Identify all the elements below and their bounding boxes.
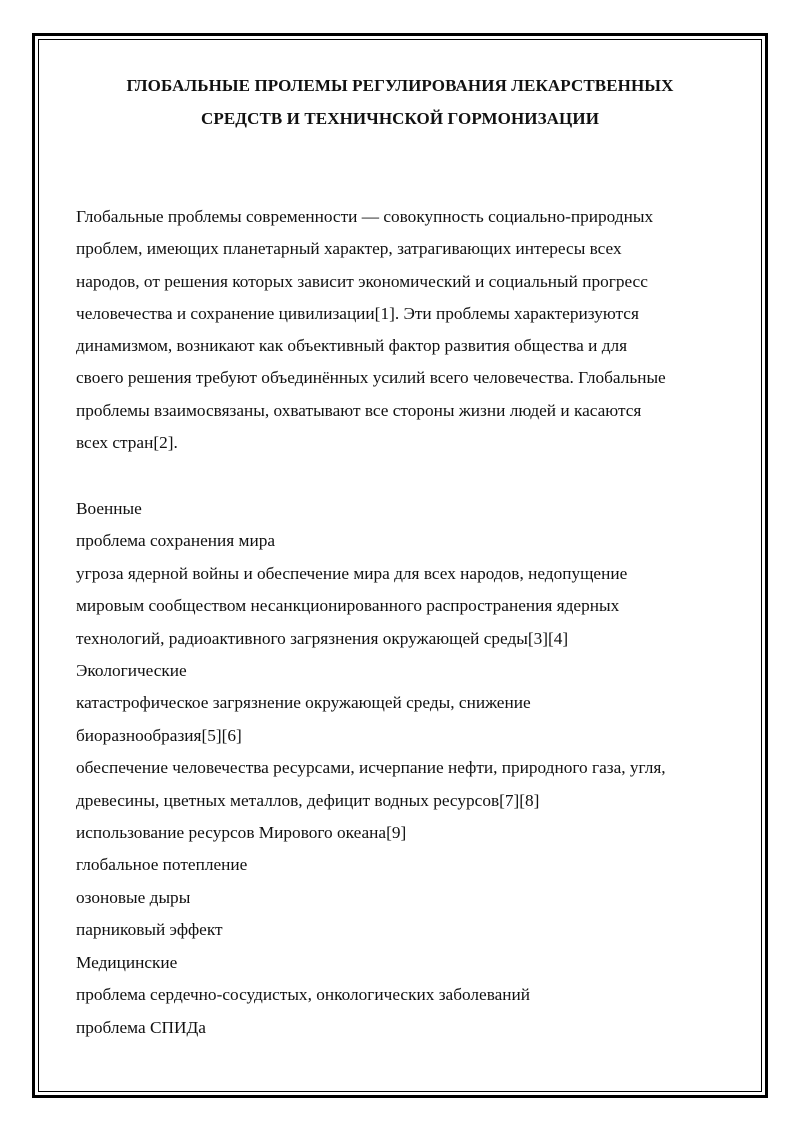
text-line: человечества и сохранение цивилизации[1]. Эти проблемы характеризуются bbox=[76, 303, 639, 323]
text-line: проблемы взаимосвязаны, охватывают все стороны жизни людей и касаются bbox=[76, 400, 642, 420]
list-item: глобальное потепление bbox=[76, 855, 248, 875]
list-item: проблема сердечно-сосудистых, онкологических заболеваний bbox=[76, 985, 531, 1005]
text-line: своего решения требуют объединённых усилий всего человечества. Глобальные bbox=[76, 368, 666, 388]
list-item-continuation: биоразнообразия[5][6] bbox=[76, 725, 242, 745]
category-heading-military: Военные bbox=[76, 499, 142, 518]
document-title-line-2: СРЕДСТВ И ТЕХНИЧНСКОЙ ГОРМОНИЗАЦИИ bbox=[200, 109, 600, 128]
list-item-continuation: технологий, радиоактивного загрязнения окружающей среды[3][4] bbox=[76, 628, 569, 648]
document-title-line-1: ГЛОБАЛЬНЫЕ ПРОЛЕМЫ РЕГУЛИРОВАНИЯ ЛЕКАРСТВЕННЫХ bbox=[126, 76, 674, 95]
list-item: использование ресурсов Мирового океана[9] bbox=[76, 823, 407, 843]
problems-list bbox=[76, 493, 736, 1044]
text-line: всех стран[2]. bbox=[76, 433, 178, 453]
list-item: обеспечение человечества ресурсами, исчерпание нефти, природного газа, угля, bbox=[76, 758, 666, 778]
text-line: народов, от решения которых зависит экономический и социальный прогресс bbox=[76, 271, 648, 291]
list-item: угроза ядерной войны и обеспечение мира для всех народов, недопущение bbox=[76, 563, 628, 583]
text-line: динамизмом, возникают как объективный фактор развития общества и для bbox=[76, 336, 628, 356]
list-item-continuation: древесины, цветных металлов, дефицит водных ресурсов[7][8] bbox=[76, 790, 540, 810]
list-item: парниковый эффект bbox=[76, 920, 223, 940]
category-heading-ecological: Экологические bbox=[76, 661, 187, 681]
intro-paragraph bbox=[76, 201, 736, 459]
text-line: Глобальные проблемы современности — совокупность социально-природных bbox=[76, 207, 654, 226]
category-heading-medical: Медицинские bbox=[76, 952, 178, 972]
list-item: проблема сохранения мира bbox=[76, 531, 276, 551]
text-line: проблем, имеющих планетарный характер, затрагивающих интересы всех bbox=[76, 239, 622, 259]
list-item: озоновые дыры bbox=[76, 887, 191, 907]
list-item: проблема СПИДа bbox=[76, 1017, 206, 1037]
list-item: катастрофическое загрязнение окружающей среды, снижение bbox=[76, 693, 531, 713]
list-item-continuation: мировым сообществом несанкционированного распространения ядерных bbox=[76, 596, 620, 616]
